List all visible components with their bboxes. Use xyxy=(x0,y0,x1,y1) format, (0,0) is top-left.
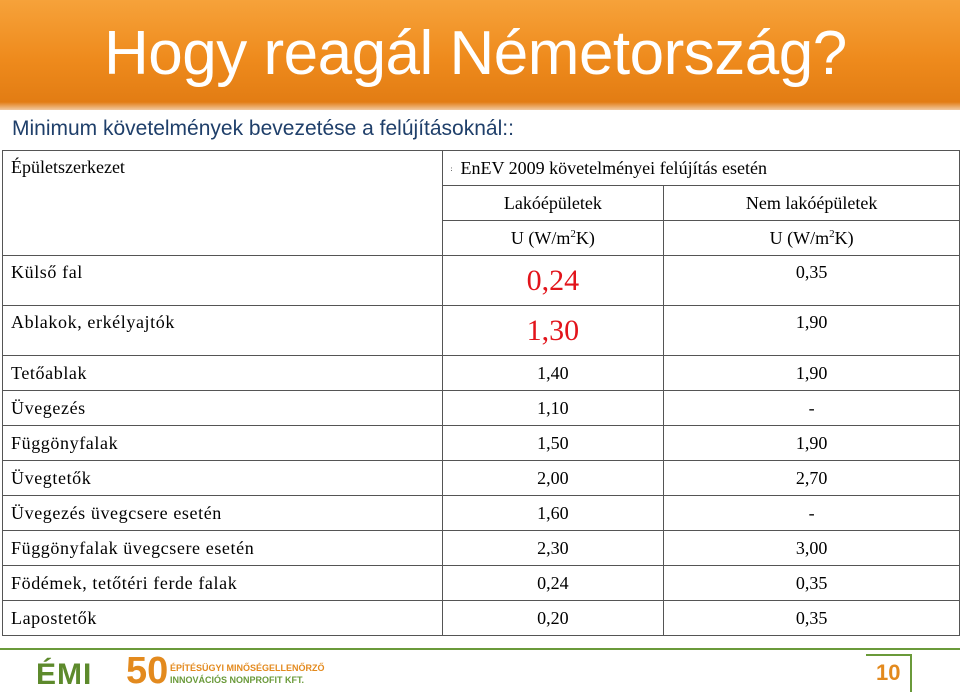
table-row xyxy=(3,496,960,531)
group-header-mark: : xyxy=(450,165,453,174)
residential-value: 2,30 xyxy=(442,531,664,566)
residential-value: 1,30 xyxy=(442,306,664,356)
residential-value: 0,24 xyxy=(442,256,664,306)
corner-header-cell xyxy=(3,151,443,256)
residential-value: 1,50 xyxy=(442,426,664,461)
row-label: Ablakok, erkélyajtók xyxy=(3,306,443,356)
unit-non-residential: U $(W/m^2K)$ xyxy=(664,221,960,256)
non-residential-value: - xyxy=(664,391,960,426)
table-row xyxy=(3,356,960,391)
table-header-row xyxy=(3,151,960,186)
non-residential-value: 3,00 xyxy=(664,531,960,566)
residential-value: 0,24 xyxy=(442,566,664,601)
row-label: Külső fal xyxy=(3,256,443,306)
column-label-non-residential: Nem lakóépületek xyxy=(664,186,960,221)
residential-value: 1,40 xyxy=(442,356,664,391)
non-residential-value: 2,70 xyxy=(664,461,960,496)
table-row xyxy=(3,306,960,356)
residential-value: 2,00 xyxy=(442,461,664,496)
table-row xyxy=(3,391,960,426)
row-label: Üvegtetők xyxy=(3,461,443,496)
slide-subtitle: Minimum követelmények bevezetése a felújításoknál:: xyxy=(12,117,514,140)
residential-value: 1,10 xyxy=(442,391,664,426)
table-row xyxy=(3,601,960,636)
corner-header: Épületszerkezet xyxy=(11,157,125,177)
table-row xyxy=(3,531,960,566)
row-label: Függönyfalak üvegcsere esetén xyxy=(3,531,443,566)
group-header-cell xyxy=(442,151,960,186)
row-label: Függönyfalak xyxy=(3,426,443,461)
row-label: Üvegezés üvegcsere esetén xyxy=(3,496,443,531)
non-residential-value: 1,90 xyxy=(664,426,960,461)
organization-name xyxy=(170,662,325,686)
non-residential-value: 0,35 xyxy=(664,256,960,306)
column-label-residential: Lakóépületek xyxy=(442,186,664,221)
organization-line-1: ÉPÍTÉSÜGYI MINŐSÉGELLENŐRZŐ xyxy=(170,663,325,673)
requirements-table xyxy=(2,150,960,636)
page-number: 10 xyxy=(876,660,901,685)
group-header: EnEV 2009 követelményei felújítás esetén xyxy=(460,157,768,178)
non-residential-value: 0,35 xyxy=(664,601,960,636)
table-row xyxy=(3,566,960,601)
emi-logo: ÉMI xyxy=(36,658,93,691)
row-label: Üvegezés xyxy=(3,391,443,426)
residential-value: 0,20 xyxy=(442,601,664,636)
organization-line-2: INNOVÁCIÓS NONPROFIT KFT. xyxy=(170,675,305,685)
non-residential-value: - xyxy=(664,496,960,531)
row-label: Tetőablak xyxy=(3,356,443,391)
non-residential-value: 1,90 xyxy=(664,356,960,391)
row-label: Lapostetők xyxy=(3,601,443,636)
anniversary-logo: 50 xyxy=(126,650,169,692)
residential-value: 1,60 xyxy=(442,496,664,531)
table-row xyxy=(3,461,960,496)
table-row xyxy=(3,256,960,306)
slide-title: Hogy reagál Németország? xyxy=(104,19,847,88)
table-row xyxy=(3,426,960,461)
non-residential-value: 1,90 xyxy=(664,306,960,356)
unit-residential: U $(W/m^2K)$ xyxy=(442,221,664,256)
row-label: Födémek, tetőtéri ferde falak xyxy=(3,566,443,601)
non-residential-value: 0,35 xyxy=(664,566,960,601)
